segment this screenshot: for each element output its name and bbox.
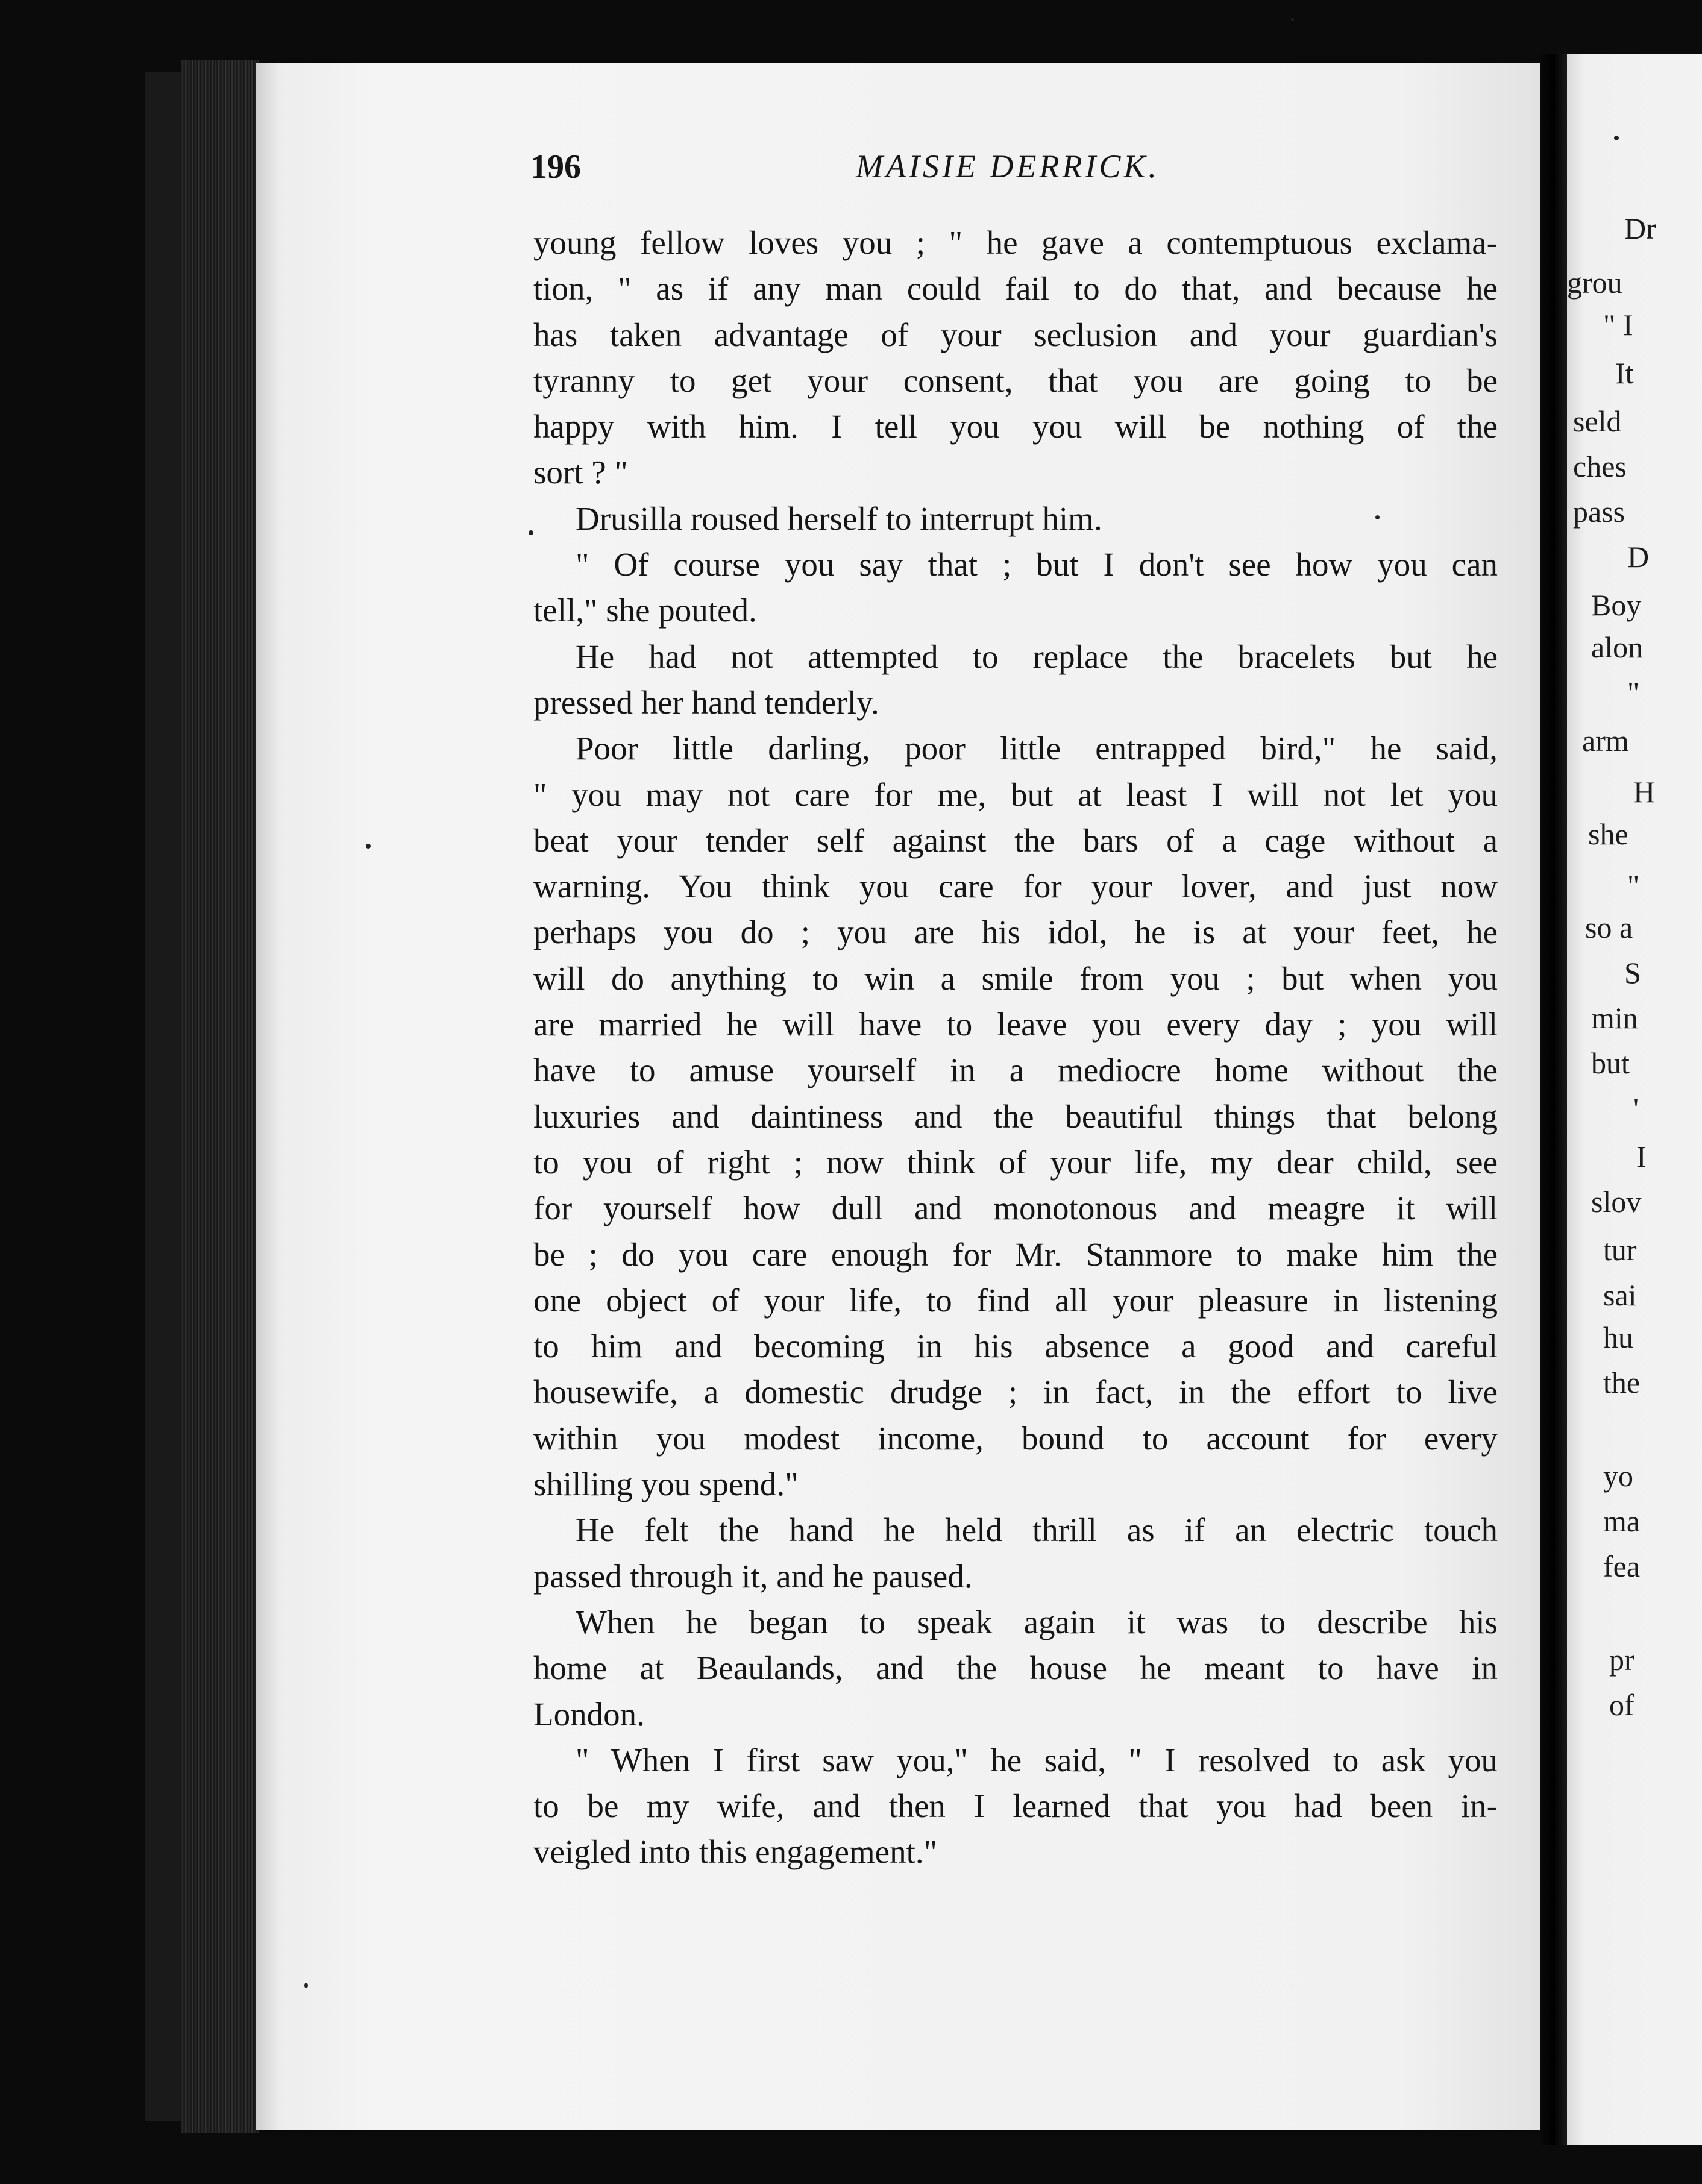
text-line: tion, " as if any man could fail to do that, and because he — [533, 270, 1498, 307]
text-line: pressed her hand tenderly. — [533, 683, 879, 721]
facing-page-fragment: pass — [1573, 495, 1625, 529]
text-line: tyranny to get your consent, that you are going to be — [533, 362, 1498, 399]
facing-page-fragment: " — [1627, 868, 1640, 902]
text-line: will do anything to win a smile from you ; but when you — [533, 959, 1498, 997]
text-line: " When I first saw you," he said, " I resolved to ask you — [576, 1741, 1498, 1778]
text-line: to you of right ; now think of your life, my dear child, see — [533, 1143, 1498, 1181]
text-line: young fellow loves you ; " he gave a contemptuous exclama- — [533, 224, 1498, 261]
facing-page-fragment: slov — [1591, 1185, 1642, 1219]
text-line: home at Beaulands, and the house he meant to have in — [533, 1649, 1498, 1687]
text-line: to him and becoming in his absence a good and careful — [533, 1328, 1498, 1365]
book-page-edges — [181, 60, 259, 2133]
text-line: have to amuse yourself in a mediocre home without the — [533, 1052, 1498, 1089]
text-line: sort ? " — [533, 454, 628, 491]
text-line: happy with him. I tell you you will be nothing of the — [533, 408, 1498, 445]
text-line: one object of your life, to find all your pleasure in listening — [533, 1281, 1498, 1319]
facing-page-fragment: yo — [1603, 1459, 1633, 1493]
facing-page-fragment: seld — [1573, 404, 1622, 438]
text-line: beat your tender self against the bars of a cage without a — [533, 821, 1498, 859]
facing-page-fragment: the — [1603, 1366, 1641, 1399]
text-line: perhaps you do ; you are his idol, he is at your feet, he — [533, 914, 1498, 951]
scan-speck — [366, 844, 371, 849]
facing-page-fragment: tur — [1603, 1233, 1637, 1267]
page-body-text — [533, 220, 1498, 1875]
text-line: are married he will have to leave you every day ; you will — [533, 1006, 1498, 1043]
running-head-title: MAISIE DERRICK. — [856, 148, 1160, 184]
facing-page-fragment: alon — [1591, 630, 1644, 664]
facing-page-fragment: sai — [1603, 1278, 1637, 1312]
facing-page-fragment: I — [1636, 1140, 1647, 1173]
book-gutter — [1540, 54, 1567, 2145]
facing-page-fragment: " I — [1603, 308, 1633, 342]
facing-page-fragment: min — [1591, 1001, 1638, 1035]
scan-speck — [1291, 18, 1294, 21]
facing-page-fragment: D — [1627, 540, 1650, 574]
facing-page-fragment: fea — [1603, 1549, 1641, 1583]
text-line: has taken advantage of your seclusion and your guardian's — [533, 316, 1498, 353]
text-line: veigled into this engagement." — [533, 1833, 938, 1871]
facing-page-fragment: Boy — [1591, 588, 1642, 622]
text-line: housewife, a domestic drudge ; in fact, in the effort to live — [533, 1373, 1498, 1411]
scan-speck — [529, 530, 533, 535]
text-line: within you modest income, bound to account for every — [533, 1419, 1498, 1457]
scan-speck — [1614, 136, 1619, 140]
text-line: He had not attempted to replace the bracelets but he — [576, 638, 1498, 675]
page-number: 196 — [530, 148, 581, 186]
facing-page — [1567, 54, 1702, 2145]
text-line: He felt the hand he held thrill as if an electric touch — [576, 1511, 1498, 1549]
facing-page-fragment: ma — [1603, 1504, 1641, 1538]
text-line: shilling you spend." — [533, 1466, 799, 1503]
text-line: " you may not care for me, but at least I will not let you — [533, 776, 1498, 813]
facing-page-fragment: pr — [1609, 1643, 1634, 1677]
text-line: tell," she pouted. — [533, 592, 757, 629]
facing-page-fragment: she — [1588, 817, 1628, 851]
facing-page-fragment: so a — [1585, 911, 1633, 944]
facing-page-fragment: arm — [1582, 724, 1629, 758]
text-line: Drusilla roused herself to interrupt him. — [576, 500, 1102, 537]
facing-page-fragment: but — [1591, 1046, 1630, 1080]
scan-speck — [1375, 515, 1380, 519]
facing-page-fragment: It — [1615, 356, 1634, 390]
page-header — [530, 148, 1507, 196]
facing-page-fragment: grou — [1567, 266, 1622, 300]
text-line: for yourself how dull and monotonous and meagre it will — [533, 1190, 1498, 1227]
facing-page-fragment: S — [1624, 956, 1641, 990]
text-line: warning. You think you care for your lover, and just now — [533, 868, 1498, 905]
text-line: When he began to speak again it was to describe his — [576, 1603, 1498, 1640]
facing-page-fragment: hu — [1603, 1320, 1633, 1354]
text-line: London. — [533, 1695, 645, 1733]
text-line: passed through it, and he paused. — [533, 1557, 973, 1595]
text-line: Poor little darling, poor little entrapped bird," he said, — [576, 730, 1498, 767]
facing-page-fragment: H — [1633, 775, 1656, 809]
facing-page-fragment: ches — [1573, 450, 1627, 483]
text-line: to be my wife, and then I learned that you had been in- — [533, 1787, 1498, 1825]
facing-page-fragment: ' — [1633, 1091, 1639, 1125]
text-line: " Of course you say that ; but I don't see how you can — [576, 546, 1498, 583]
text-line: luxuries and daintiness and the beautiful things that belong — [533, 1097, 1498, 1135]
facing-page-fragment: " — [1627, 676, 1640, 709]
text-line: be ; do you care enough for Mr. Stanmore to make him the — [533, 1235, 1498, 1273]
facing-page-fragment: Dr — [1624, 212, 1656, 245]
scan-speck — [304, 1983, 308, 1988]
facing-page-fragment: of — [1609, 1688, 1634, 1722]
